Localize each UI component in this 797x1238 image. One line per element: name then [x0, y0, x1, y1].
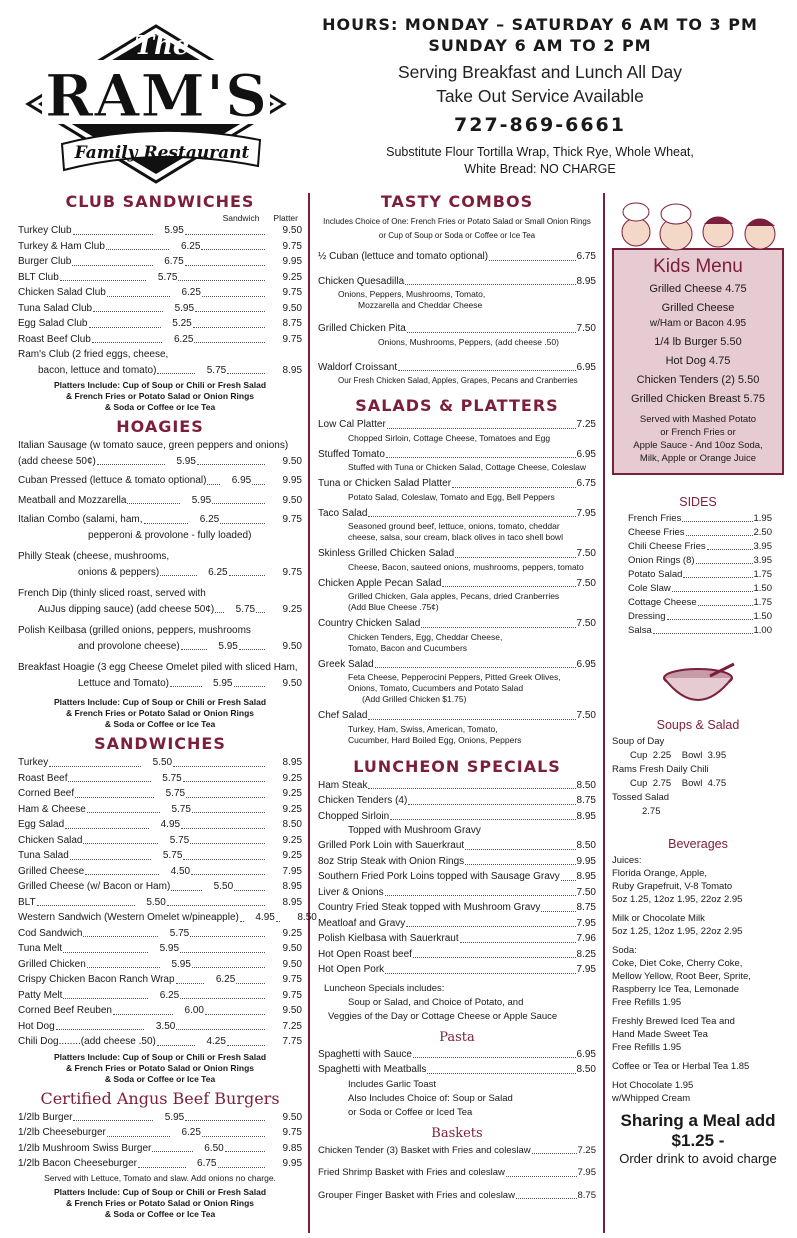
kids-title: Kids Menu	[653, 256, 743, 277]
burgers-served: Served with Lettuce, Tomato and slaw. Add onions no charge.	[44, 1172, 276, 1183]
burger-item: 1/2lb Cheeseburger 6.25 9.75	[18, 1127, 302, 1138]
sharing-charge: Sharing a Meal add $1.25 -	[620, 1111, 776, 1150]
luncheon-item: Chicken Tenders (4) 8.75	[318, 795, 596, 806]
sandwich-item: Grilled Chicken 5.95 9.50	[18, 958, 302, 970]
logo-rams: RAM'S	[45, 62, 267, 130]
salad-description: Potato Salad, Coleslaw, Tomato and Egg, Bell Peppers	[348, 491, 555, 502]
sandwich-item: Western Sandwich (Western Omelet w/pineapple) 4.95 8.50	[18, 912, 317, 923]
salad-description: Feta Cheese, Pepperocini Peppers, Pitted Greek Olives,	[348, 672, 561, 682]
luncheon-includes: Luncheon Specials includes: Soup or Salad, and Choice of Potato, and Veggies of the Day or Cottage Cheese or Apple Sauce	[324, 982, 558, 1022]
serving-text: Serving Breakfast and Lunch All Day	[397, 62, 683, 82]
kids-item: Grilled Cheese 4.75	[649, 283, 747, 295]
club-note: Platters Include: Cup of Soup or Chili or Fresh Salad & French Fries or Potato Salad or Onion Rings & Soda or Coffee or Ice Tea	[53, 380, 267, 412]
sandwich-item: Corned Beef Reuben 6.00 9.50	[18, 1005, 302, 1016]
side-item: Salsa 1.00	[628, 625, 772, 636]
luncheon-item: Hot Open Roast beef 8.25	[318, 948, 596, 960]
kids-item: Grilled Chicken Breast 5.75	[631, 393, 765, 405]
combos-intro: Includes Choice of One: French Fries or Potato Salad or Small Onion Rings or Cup of Soup or Soda or Coffee or Ice Tea	[323, 217, 591, 240]
combo-cuban: ½ Cuban (lettuce and tomato optional) 6.75	[318, 251, 596, 262]
luncheon-item: Hot Open Pork 7.95	[318, 964, 596, 975]
sandwich-item: Tuna Salad 5.75 9.25	[18, 850, 302, 861]
sandwiches-title: SANDWICHES	[94, 734, 226, 753]
kids-note: Served with Mashed Potato or French Fries or Apple Sauce - And 10oz Soda, Milk, Apple or Orange Juice	[633, 414, 763, 464]
mushroom-gravy: Topped with Mushroom Gravy	[348, 825, 481, 836]
salad-description: Tomato, Bacon and Cucumbers	[348, 642, 468, 653]
beverages-title: Beverages	[668, 837, 728, 851]
hoagies-note: Platters Include: Cup of Soup or Chili or Fresh Salad & French Fries or Potato Salad or Onion Rings & Soda or Coffee or Ice Tea	[53, 697, 267, 729]
burgers-title: Certified Angus Beef Burgers	[40, 1088, 280, 1108]
salad-description: (Add Grilled Chicken $1.75)	[362, 694, 467, 704]
salad-item: Chicken Apple Pecan Salad 7.50	[318, 577, 596, 589]
sandwich-item: Crispy Chicken Bacon Ranch Wrap 6.25 9.75	[18, 974, 302, 985]
side-item: French Fries 1.95	[628, 513, 772, 524]
sandwich-item: Grilled Cheese (w/ Bacon or Ham) 5.50 8.95	[18, 881, 302, 892]
combos-title: TASTY COMBOS	[380, 192, 534, 211]
salad-description: Cucumber, Hard Boiled Egg, Onions, Peppers	[348, 734, 522, 745]
salad-description: cheese, salsa, sour cream, black olives in taco shell bowl	[348, 532, 563, 542]
divider-2	[603, 193, 605, 1233]
logo-family: Family Restaurant	[74, 143, 250, 163]
side-item: Dressing 1.50	[628, 611, 772, 622]
sandwich-item: Tuna Melt 5.95 9.50	[18, 943, 302, 954]
club-item: Chicken Salad Club 6.25 9.75	[18, 287, 303, 298]
divider-1	[308, 193, 310, 1233]
combo-pita: Grilled Chicken Pita 7.50	[318, 323, 596, 334]
basket-item: Grouper Finger Basket with Fries and coleslaw 8.75	[318, 1189, 596, 1201]
sides-title: SIDES	[679, 495, 717, 509]
salad-description: Cheese, Bacon, sauteed onions, mushrooms, peppers, tomato	[348, 561, 584, 572]
kids-item: Chicken Tenders (2) 5.50	[636, 374, 760, 386]
rams-club: Ram's Club (2 fried eggs, cheese,	[18, 349, 169, 360]
sandwiches-note: Platters Include: Cup of Soup or Chili or Fresh Salad & French Fries or Potato Salad or Onion Rings & Soda or Coffee or Ice Tea	[53, 1051, 267, 1084]
sandwich-item: Ham & Cheese 5.75 9.25	[18, 803, 302, 815]
sandwich-item: Roast Beef 5.75 9.25	[18, 772, 303, 784]
sandwich-item: Hot Dog 3.50 7.25	[18, 1020, 302, 1032]
salad-description: Stuffed with Tuna or Chicken Salad, Cottage Cheese, Coleslaw	[348, 462, 586, 472]
salad-item: Low Cal Platter 7.25	[318, 419, 596, 430]
salads-title: SALADS & PLATTERS	[355, 396, 559, 415]
combo-quesadilla: Chicken Quesadilla 8.95	[318, 275, 596, 287]
pasta-meatballs: Spaghetti with Meatballs 8.50	[318, 1064, 596, 1075]
header	[290, 14, 790, 178]
salad-description: (Add Blue Cheese .75¢)	[348, 602, 439, 612]
club-item: BLT Club 5.75 9.25	[18, 271, 303, 283]
luncheon-item: Country Fried Steak topped with Mushroom Gravy 8.75	[318, 902, 596, 913]
substitute-note-1: Substitute Flour Tortilla Wrap, Thick Rye, Whole Wheat,	[386, 145, 694, 159]
sandwich-header: Sandwich	[222, 213, 260, 223]
salad-item: Skinless Grilled Chicken Salad 7.50	[318, 548, 596, 559]
kids-item: Grilled Cheese w/Ham or Bacon 4.95	[649, 302, 747, 329]
sandwiches-list	[18, 755, 317, 1050]
kids-item: Hot Dog 4.75	[665, 355, 731, 367]
salad-description: Chicken Tenders, Egg, Cheddar Cheese,	[348, 631, 503, 642]
club-item: Roast Beef Club 6.25 9.75	[18, 333, 303, 345]
burgers-list	[18, 1110, 302, 1172]
luncheon-item: Ham Steak 8.50	[318, 779, 596, 791]
platter-header: Platter	[273, 213, 298, 223]
club-item: Turkey & Ham Club 6.25 9.75	[18, 240, 302, 252]
sharing-drink-note: Order drink to avoid charge	[619, 1151, 777, 1166]
hours-sunday: SUNDAY 6 AM TO 2 PM	[428, 36, 652, 55]
luncheon-item: Grilled Pork Loin with Sauerkraut 8.50	[318, 840, 596, 851]
restaurant-logo	[22, 20, 290, 188]
hoagies-list: Italian Sausage (w tomato sauce, green peppers and onions) (add cheese 50¢) 5.95 9.50 Cuban Pressed (lettuce & tomato optional) 6.95 9.95 Meatball and Mozzarella 5.95 9.50 Italian Combo (salami, ham, 6.25 9.75 pepperoni & provolone - fully loaded) Philly Steak (cheese, mushrooms, onions & peppers) 6.25 9.75 French Dip (thinly sliced roast, served with AuJus dipping sauce) (add cheese 50¢) 5.75 9.25 Polish Keilbasa (grilled onions, peppers, mushrooms and provolone cheese) 5.95 9.50 Breakfast Hoagie (3 egg Cheese Omelet piled with sliced Ham, Lettuce and Tomato) 5.95 9.50	[18, 440, 303, 689]
luncheon-item: Chopped Sirloin 8.95	[318, 810, 596, 822]
chef-kids-illustration	[614, 192, 786, 256]
club-item: Egg Salad Club 5.25 8.75	[18, 318, 302, 329]
sandwich-item: Cod Sandwich 5.75 9.25	[18, 927, 303, 939]
takeout-text: Take Out Service Available	[436, 86, 644, 106]
burger-item: 1/2lb Burger 5.95 9.50	[18, 1111, 303, 1123]
salad-item: Tuna or Chicken Salad Platter 6.75	[318, 478, 596, 489]
salad-description: Onions, Tomato, Cucumbers and Potato Salad	[348, 683, 524, 693]
side-item: Chili Cheese Fries 3.95	[628, 541, 772, 552]
luncheon-item: Southern Fried Pork Loins topped with Sausage Gravy 8.95	[318, 871, 596, 882]
sides-list	[612, 512, 784, 638]
salad-item: Stuffed Tomato 6.95	[318, 448, 596, 460]
combo-waldorf: Waldorf Croissant 6.95	[318, 361, 596, 373]
hours-weekday: HOURS: MONDAY – SATURDAY 6 AM TO 3 PM	[322, 15, 758, 34]
salad-description: Chopped Sirloin, Cottage Cheese, Tomatoes and Egg	[348, 432, 551, 443]
pasta-title: Pasta	[439, 1029, 475, 1045]
phone-number: 727-869-6661	[454, 114, 626, 136]
sandwich-item: Grilled Cheese 4.50 7.95	[18, 865, 302, 877]
column-middle: TASTY COMBOS Includes Choice of One: French Fries or Potato Salad or Small Onion Rings or Cup of Soup or Soda or Coffee or Ice Tea ½ Cuban (lettuce and tomato optional) 6.75 Chicken Quesadilla 8.95 Onions, Peppers, Mushrooms, Tomato, Mozzarella and Cheddar Cheese Grilled Chicken Pita 7.50 Onions, Mushrooms, Peppers, (add cheese .50) Waldorf Croissant 6.95 Our Fresh Chicken Salad, Apples, Grapes, Pecans and Cranberries SALADS & PLATTERS Low Cal Platter 7.25 Chopped Sirloin, Cottage Cheese, Tomatoes and Egg Stuffed Tomato 6.95 Stuffed with Tuna or Chicken Salad, Cottage Cheese, Coleslaw Tuna or Chicken Salad Platter 6.75 Potato Salad, Coleslaw, Tomato and Egg, Bell Peppers Taco Salad 7.95 Seasoned ground beef, lettuce, onions, tomato, cheddar cheese, salsa, sour cream, black olives in taco shell bowl Skinless Grilled Chicken Salad 7.50 Cheese, Bacon, sauteed onions, mushrooms, peppers, tomato Chicken Apple Pecan Salad 7.50 Grilled Chicken, Gala apples, Pecans, dried Cranberries (Add Blue Cheese .75¢) Country Chicken Salad 7.50 Chicken Tenders, Egg, Cheddar Cheese, Tomato, Bacon and Cucumbers Greek Salad 6.95 Feta Cheese, Pepperocini Peppers, Pitted Greek Olives, Onions, Tomato, Cucumbers and Potato Salad (Add Grilled Chicken $1.75) Chef Salad 7.50 Turkey, Ham, Swiss, American, Tomato, Cucumber, Hard Boiled Egg, Onions, Peppers LUNCHEON SPECIALS Ham Steak 8.50 Chicken Tenders (4) 8.75 Chopped Sirloin 8.95 Topped with Mushroom Gravy Grilled Pork Loin with Sauerkraut 8.50 8oz Strip Steak with Onion Rings 9.95 Southern Fried Pork Loins topped with Sausage Gravy 8.95 Liver & Onions 7.50 Country Fried Steak topped with Mushroom Gravy 8.75 Meatloaf and Gravy 7.95 Polish Kielbasa with Sauerkraut 7.96 Hot Open Roast beef 8.25 Hot Open Pork 7.95 Luncheon Specials includes: Soup or Salad, and Choice of Potato, and Veggies of the Day or Cottage Cheese or Apple Sauce Pasta Spaghetti with Sauce 6.95 Spaghetti with Meatballs 8.50 Includes Garlic Toast Also Includes Choice of: Soup or Salad or Soda or Coffee or Iced Tea Baskets Chicken Tender (3) Basket with Fries and coleslaw 7.25 Fried Shrimp Basket with Fries and coleslaw 7.95 Grouper Finger Basket with Fries and coleslaw 8.75	[318, 190, 596, 1210]
soups-title: Soups & Salad	[656, 718, 740, 732]
column-right	[612, 190, 784, 1166]
salad-item: Greek Salad 6.95	[318, 658, 596, 670]
burgers-note: Platters Include: Cup of Soup or Chili or Fresh Salad & French Fries or Potato Salad or Onion Rings & Soda or Coffee or Ice Tea	[53, 1186, 267, 1219]
salad-item: Country Chicken Salad 7.50	[318, 618, 596, 629]
sandwich-item: Chicken Salad 5.75 9.25	[18, 834, 303, 846]
basket-item: Chicken Tender (3) Basket with Fries and coleslaw 7.25	[318, 1144, 596, 1156]
sandwich-item: BLT 5.50 8.95	[18, 896, 303, 908]
side-item: Onion Rings (8) 3.95	[628, 555, 772, 566]
sandwich-item: Egg Salad 4.95 8.50	[18, 819, 302, 830]
basket-item: Fried Shrimp Basket with Fries and coleslaw 7.95	[318, 1167, 596, 1178]
luncheon-title: LUNCHEON SPECIALS	[353, 756, 561, 776]
soups-list: Soup of Day Cup 2.25 Bowl 3.95 Rams Fresh Daily Chili Cup 2.75 Bowl 4.75 Tossed Salad 2.75	[612, 736, 727, 817]
salad-description: Grilled Chicken, Gala apples, Pecans, dried Cranberries	[348, 591, 560, 601]
sandwich-item: Patty Melt 6.25 9.75	[18, 989, 302, 1001]
luncheon-list-2	[318, 838, 596, 978]
sandwich-item: Corned Beef 5.75 9.25	[18, 788, 302, 799]
side-item: Potato Salad 1.75	[628, 569, 772, 580]
salad-description: Turkey, Ham, Swiss, American, Tomato,	[348, 723, 498, 734]
side-item: Cheese Fries 2.50	[628, 527, 772, 538]
club-list	[18, 223, 302, 347]
side-item: Cole Slaw 1.50	[628, 583, 772, 594]
substitute-note-2: White Bread: NO CHARGE	[464, 162, 616, 176]
pasta-sauce: Spaghetti with Sauce 6.95	[318, 1048, 596, 1060]
sandwich-item: Chili Dog........(add cheese .50) 4.25 7.75	[18, 1036, 303, 1047]
salad-item: Chef Salad 7.50	[318, 710, 596, 721]
kids-menu	[612, 248, 784, 475]
luncheon-item: Polish Kielbasa with Sauerkraut 7.96	[318, 933, 596, 944]
salads-list	[318, 417, 596, 749]
baskets-list	[318, 1143, 596, 1204]
salad-description: Seasoned ground beef, lettuce, onions, tomato, cheddar	[348, 521, 560, 531]
beverages-list: Juices: Florida Orange, Apple, Ruby Grapefruit, V-8 Tomato 5oz 1.25, 12oz 1.95, 22oz 2.95 Milk or Chocolate Milk 5oz 1.25, 12oz 1.95, 22oz 2.95 Soda: Coke, Diet Coke, Cherry Coke, Mellow Yellow, Root Beer, Sprite, Raspberry Ice Tea, Lemonade Free Refills 1.95 Freshly Brewed Iced Tea and Hand Made Sweet Tea Free Refills 1.95 Coffee or Tea or Herbal Tea 1.85 Hot Chocolate 1.95 w/Whipped Cream	[612, 855, 751, 1104]
luncheon-item: Liver & Onions 7.50	[318, 886, 596, 898]
soup-bowl-icon	[658, 662, 738, 712]
sandwich-item: Turkey 5.50 8.95	[18, 757, 303, 768]
side-item: Cottage Cheese 1.75	[628, 597, 772, 608]
club-item: Tuna Salad Club 5.95 9.50	[18, 302, 302, 314]
burger-item: 1/2lb Mushroom Swiss Burger 6.50 9.85	[18, 1142, 303, 1154]
column-left	[18, 190, 317, 1224]
burger-item: 1/2lb Bacon Cheeseburger 6.75 9.95	[18, 1158, 303, 1169]
hoagies-title: HOAGIES	[116, 417, 204, 436]
salad-item: Taco Salad 7.95	[318, 507, 596, 519]
luncheon-list	[318, 778, 596, 825]
club-item: Burger Club 6.75 9.95	[18, 256, 303, 267]
logo-the: The	[134, 31, 190, 61]
kids-item: 1/4 lb Burger 5.50	[654, 336, 742, 348]
pasta-notes: Includes Garlic Toast Also Includes Choice of: Soup or Salad or Soda or Coffee or Iced Tea	[348, 1078, 513, 1118]
club-title: CLUB SANDWICHES	[65, 192, 255, 211]
luncheon-item: Meatloaf and Gravy 7.95	[318, 917, 596, 929]
club-item: Turkey Club 5.95 9.50	[18, 225, 303, 236]
luncheon-item: 8oz Strip Steak with Onion Rings 9.95	[318, 855, 596, 867]
rams-club-detail: bacon, lettuce and tomato) 5.75 8.95	[38, 364, 303, 376]
baskets-title: Baskets	[431, 1125, 483, 1141]
